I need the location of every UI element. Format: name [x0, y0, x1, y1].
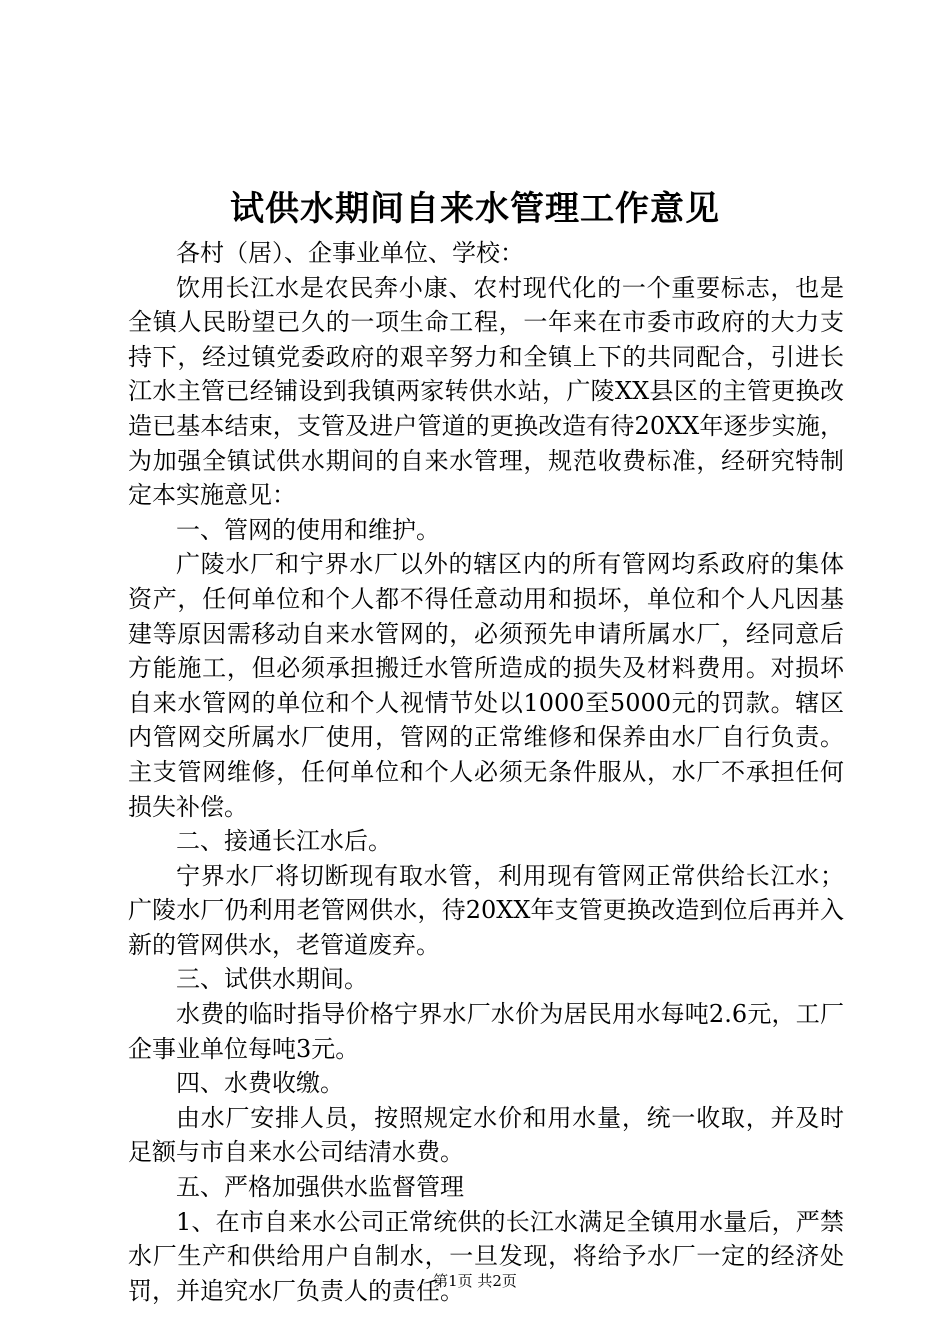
paragraph-section-1: 广陵水厂和宁界水厂以外的辖区内的所有管网均系政府的集体资产，任何单位和个人都不得任意动用和损坏，单位和个人凡因基建等原因需移动自来水管网的，必须预先申请所属水厂，经同意后方能施工，但必须承担搬迁水管所造成的损失及材料费用。对损坏自来水管网的单位和个人视情节处以1000至5000元的罚款。辖区内管网交所属水厂使用，管网的正常维修和保养由水厂自行负责。主支管网维修，任何单位和个人必须无条件服从，水厂不承担任何损失补偿。 [128, 550, 844, 821]
section-heading-1: 一、管网的使用和维护。 [176, 515, 440, 544]
paragraph-intro: 饮用长江水是农民奔小康、农村现代化的一个重要标志，也是全镇人民盼望已久的一项生命工程，一年来在市委市政府的大力支持下，经过镇党委政府的艰辛努力和全镇上下的共同配合，引进长江水主管已经铺设到我镇两家转供水站，广陵XX县区的主管更换改造已基本结束，支管及进户管道的更换改造有待20XX年逐步实施，为加强全镇试供水期间的自来水管理，规范收费标准，经研究特制定本实施意见： [128, 273, 844, 510]
paragraph-section-3: 水费的临时指导价格宁界水厂水价为居民用水每吨2.6元，工厂企事业单位每吨3元。 [128, 1000, 844, 1063]
section-heading-2: 二、接通长江水后。 [176, 827, 392, 856]
section-heading-5: 五、严格加强供水监督管理 [176, 1173, 464, 1202]
paragraph-section-4: 由水厂安排人员，按照规定水价和用水量，统一收取，并及时足额与市自来水公司结清水费。 [128, 1103, 844, 1167]
paragraph-section-2: 宁界水厂将切断现有取水管，利用现有管网正常供给长江水；广陵水厂仍利用老管网供水，待20XX年支管更换改造到位后再并入新的管网供水，老管道废弃。 [128, 861, 844, 959]
section-heading-3: 三、试供水期间。 [176, 965, 368, 994]
page-number-footer: 第1页 共2页 [433, 1272, 517, 1290]
document-title: 试供水期间自来水管理工作意见 [230, 189, 720, 229]
salutation: 各村（居）、企事业单位、学校： [176, 239, 524, 267]
document-body [128, 236, 844, 1308]
section-heading-4: 四、水费收缴。 [176, 1069, 344, 1098]
paragraph-section-5-item-1: 1、在市自来水公司正常统供的长江水满足全镇用水量后，严禁水厂生产和供给用户自制水，一旦发现，将给予水厂一定的经济处罚，并追究水厂负责人的责任。 [128, 1207, 844, 1305]
